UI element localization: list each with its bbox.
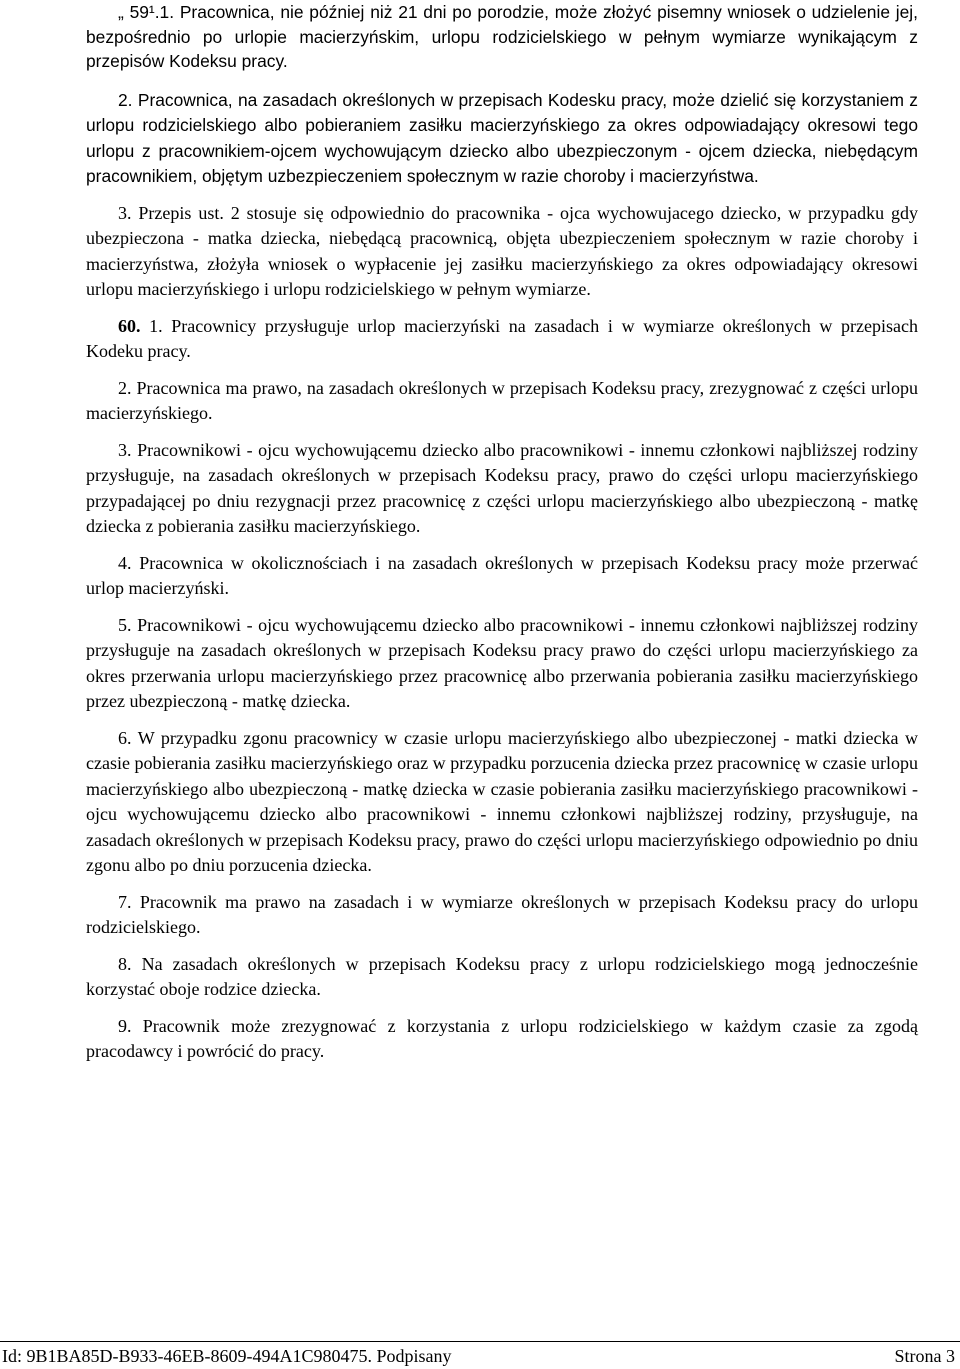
paragraph-art59-1-3 — [86, 201, 918, 303]
paragraph-text: Pracownik może zrezygnować z korzystania z urlopu rodzicielskiego w każdym czasie za zgodą pracodawcy i powrócić do pracy. — [86, 1015, 919, 1061]
paragraph-art60-1 — [86, 314, 918, 365]
paragraph-number: 9. — [118, 1015, 132, 1036]
paragraph-art60-8 — [86, 952, 918, 1003]
document-body — [86, 0, 918, 1076]
paragraph-art60-2 — [86, 376, 918, 427]
paragraph-text: Pracownica w okolicznościach i na zasadach określonych w przepisach Kodeksu pracy może przerwać urlop macierzyński. — [86, 552, 919, 598]
paragraph-text: Przepis ust. 2 stosuje się odpowiednio do pracownika - ojca wychowujacego dziecko, w przypadku gdy ubezpieczona - matka dziecka, niebędącą pracownicą, objęta ubezpieczeniem społecznym w razie choroby i macierzyństwa, złożyła wniosek o wypłacenie jej zasiłku macierzyńskiego za okres odpowiadający okresowi urlopu macierzyńskiego i urlopu rodzicielskiego w pełnym wymiarze. — [86, 202, 918, 299]
paragraph-text: Pracownikowi - ojcu wychowującemu dziecko albo pracownikowi - innemu członkowi najbliższej rodziny przysługuje, na zasadach określonych w przepisach Kodeksu pracy, prawo do części urlopu macierzyńskiego przypadającej po dniu rezygnacji przez pracownicę z części urlopu macierzyńskiego albo ubezpieczoną - matkę dziecka z pobierania zasiłku macierzyńskiego. — [86, 439, 918, 536]
paragraph-art60-5 — [86, 613, 918, 715]
paragraph-number: 2. — [118, 89, 133, 110]
article-number: 60. — [118, 315, 141, 336]
paragraph-number: 3. — [118, 202, 132, 223]
paragraph-number: 3. — [118, 439, 132, 460]
paragraph-text: W przypadku zgonu pracownicy w czasie urlopu macierzyńskiego albo ubezpieczonej - matki dziecka w czasie pobierania zasiłku macierzyńskiego oraz w przypadku porzucenia dziecka przez pracownicę w czasie urlopu macierzyńskiego albo ubezpieczoną - matkę dziecka w czasie pobierania zasiłku macierzyńskiego pracownikowi - ojcu wychowującemu dziecko albo pracownikowi - innemu członkowi najbliższej rodziny, przysługuje, na zasadach określonych w przepisach Kodeksu pracy, prawo do części urlopu macierzyńskiego odpowiednio po dniu zgonu albo po dniu porzucenia dziecka. — [86, 727, 918, 875]
paragraph-number: 7. — [118, 891, 132, 912]
paragraph-text: Pracownik ma prawo na zasadach i w wymiarze określonych w przepisach Kodeksu pracy do urlopu rodzicielskiego. — [86, 891, 919, 937]
page-footer — [0, 1341, 960, 1368]
paragraph-number: 2. — [118, 377, 132, 398]
paragraph-number: 8. — [118, 953, 132, 974]
paragraph-art60-3 — [86, 438, 918, 540]
paragraph-number: 1. — [149, 315, 163, 336]
paragraph-art60-6 — [86, 726, 918, 879]
paragraph-text: Pracownica, na zasadach określonych w przepisach Kodesku pracy, może dzielić się korzystaniem z urlopu rodzicielskiego albo pobieraniem zasiłku macierzyńskiego za okres odpowiadający okresowi tego urlopu z pracownikiem-ojcem wychowującym dziecko albo ubezpieczonym - ojcem dziecka, niebędącym pracownikiem, objętym uzbezpieczeniem społecznym w razie choroby i macierzyństwa. — [86, 89, 918, 186]
paragraph-art59-1-1 — [86, 0, 918, 74]
paragraph-text: Pracownicy przysługuje urlop macierzyński na zasadach i w wymiarze określonych w przepisach Kodeku pracy. — [86, 315, 919, 361]
paragraph-number: 4. — [118, 552, 132, 573]
paragraph-text: Pracownica ma prawo, na zasadach określonych w przepisach Kodeksu pracy, zrezygnować z części urlopu macierzyńskiego. — [86, 377, 918, 423]
paragraph-art59-1-2 — [86, 88, 918, 190]
page-number: Strona 3 — [894, 1346, 955, 1366]
paragraph-number: 6. — [118, 727, 132, 748]
paragraph-number: 5. — [118, 614, 132, 635]
paragraph-art60-9 — [86, 1014, 918, 1065]
paragraph-text: Pracownikowi - ojcu wychowującemu dziecko albo pracownikowi - innemu członkowi najbliższej rodziny przysługuje na zasadach określonych w przepisach Kodeksu pracy prawo do części urlopu macierzyńskiego za okres przerwania urlopu macierzyńskiego przez pracownicę albo przerwania pobierania zasiłku macierzyńskiego przez ubezpieczoną - matkę dziecka. — [86, 614, 918, 711]
document-id: Id: 9B1BA85D-B933-46EB-8609-494A1C980475. Podpisany — [2, 1346, 452, 1366]
paragraph-number: „ 59¹.1. — [118, 2, 175, 22]
paragraph-art60-7 — [86, 890, 918, 941]
paragraph-text: Na zasadach określonych w przepisach Kodeksu pracy z urlopu rodzicielskiego mogą jednocześnie korzystać oboje rodzice dziecka. — [86, 953, 919, 999]
paragraph-art60-4 — [86, 551, 918, 602]
paragraph-text: Pracownica, nie później niż 21 dni po porodzie, może złożyć pisemny wniosek o udzielenie jej, bezpośrednio po urlopie macierzyńskim, urlopu rodzicielskiego w pełnym wymiarze wynikającym z przepisów Kodeksu pracy. — [86, 2, 919, 71]
